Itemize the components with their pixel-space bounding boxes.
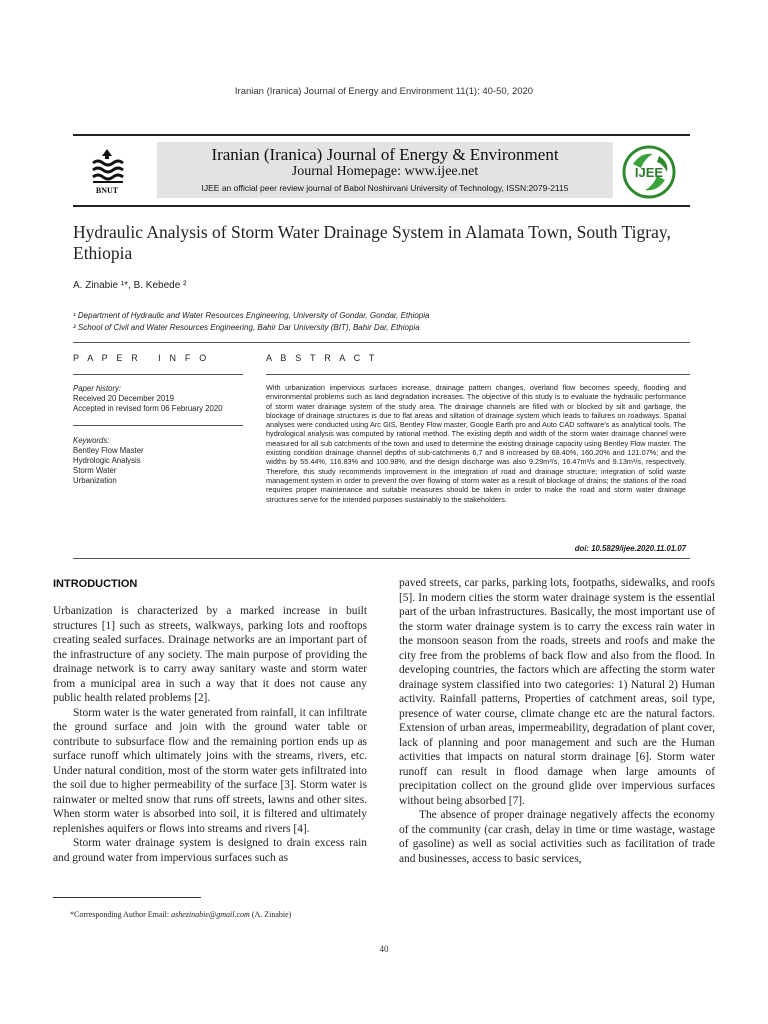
ijee-logo [619, 144, 679, 200]
keyword: Urbanization [73, 476, 117, 485]
affiliation-2: ² School of Civil and Water Resources Engineering, Bahir Dar University (BIT), Bahir Dar, Ethiopia [73, 323, 420, 332]
paper-title: Hydraulic Analysis of Storm Water Drainage System in Alamata Town, South Tigray, Ethiopia [73, 222, 671, 263]
paragraph: Storm water drainage system is designed to drain excess rain and ground water from impervious surfaces such as [53, 837, 367, 864]
paragraph: Urbanization is characterized by a marked increase in built structures [1] such as streets, walkways, parking lots and rooftops creating sealed surfaces. Drainage networks are an important part of the infrastructure of any society. The main purpose of providing the drainage network is to carry away sanitary waste and storm water from a municipal area in such a way that it does not cause any public health related problems [2]. [53, 605, 367, 704]
intro-column-right [399, 576, 715, 866]
intro-column-left [53, 604, 367, 865]
keyword: Bentley Flow Master [73, 446, 144, 455]
footnote-suffix: (A. Zinabie) [249, 910, 292, 919]
header-top-rule [73, 134, 690, 136]
bnut-logo-text: BNUT [95, 186, 119, 195]
page-number: 40 [379, 944, 389, 954]
journal-description: IJEE an official peer review journal of Babol Noshirvani University of Technology, ISSN:2079-2115 [201, 183, 569, 193]
journal-homepage: Journal Homepage: www.ijee.net [291, 164, 479, 179]
doi-link[interactable]: doi: 10.5829/ijee.2020.11.01.07 [574, 544, 686, 553]
journal-banner [157, 142, 613, 198]
abstract-bottom-rule [73, 558, 690, 559]
footnote-prefix: *Corresponding Author Email: [70, 910, 172, 919]
abstract-heading: A B S T R A C T [266, 353, 378, 363]
paper-info-rule [73, 374, 243, 375]
journal-title: Iranian (Iranica) Journal of Energy & Environment [211, 145, 559, 164]
paper-history-label: Paper history: [73, 384, 122, 393]
abstract-rule [266, 374, 690, 375]
keyword: Hydrologic Analysis [73, 456, 141, 465]
paper-info-heading: P A P E R I N F O [73, 353, 210, 363]
affiliation-rule [73, 342, 690, 343]
keywords-label: Keywords: [73, 436, 110, 445]
author-email-link[interactable]: ashezinabie@gmail.com [171, 910, 250, 919]
paper-authors: A. Zinabie ¹*, B. Kebede ² [73, 280, 187, 291]
keyword: Storm Water [73, 466, 117, 475]
received-date: Received 20 December 2019 [73, 394, 174, 403]
paragraph: The absence of proper drainage negatively affects the economy of the community (car crash, delay in time or time wastage, wastage of gasoline) as well as social activities such as facilitation of trade and businesses, access to basic services, [399, 809, 715, 865]
paragraph: Storm water is the water generated from rainfall, it can infiltrate the ground surface and join with the ground water table or contribute to subsurface flow and the remaining portion ends up as surface runoff which ultimately joins with the streams, rivers, etc. Under natural condition, most of the storm water gets infiltrated into the soil due to higher permeability of the surface [3]. Storm water is rainwater or melted snow that runs off streets, lawns and other sites. When storm water is absorbed into soil, it is filtered and ultimately replenishes aquifers or flows into streams and rivers [4]. [53, 706, 367, 835]
introduction-heading: INTRODUCTION [53, 578, 138, 590]
abstract-text: With urbanization impervious surfaces increase, drainage pattern changes, overland flow becomes speedy, flooding and environmental problems such as land degradation increases. The objective of this study is to evaluate the hydraulic performance of storm water drainage system of the study area. The drainage channels are filled with or blocked by silt and garbage, the blockage of drainage structures is due to flat areas and siltation of drainage system which leads to failures on roadways. Spatial analyses were conducted using Arc GIS, Bentley Flow master, Google Earth pro and Auto CAD software's as analytical tools. The hydrological analysis was computed by rational method. The existing depth and width of the storm water drainage channel were measured for all sub catchments of the town and used to determine the existing drainage capacity using Bentley Flow master. The existing condition drainage channel depths of sub-catchments 6,7 and 8 increased by 68.40%, 160.20% and 121.07%; and the widths by 55.44%, 116.83% and 100.98%, and the design discharge was also 9.29m³/s, 16.47m³/s and 9.13m³/s, respectively. Therefore, this study recommends improvement in the integration of road and drainage structure; integration of solid waste management system in order to prevent the over flowing of storm water as a result of blockage of drains; the stations of the road requires proper maintenance and suitable measures should be taken in order to make the road and storm water drainage structures serve for the intended purposes sustainably to the stakeholders. [266, 383, 686, 504]
paragraph: paved streets, car parks, parking lots, footpaths, sidewalks, and roofs [5]. In modern cities the storm water drainage system is the essential part of the urban infrastructures. Basically, the most important use of the storm water drainage system is to carry the excess rain water in the monsoon season from the roads, streets and roofs and make the city free from the problems of back flow and also from the flood. In developing countries, the factors which are affecting the storm water drainage system classified into two categories: 1) Natural 2) Human activity. Rainfall patterns, Properties of catchment areas, soil type, presence of water course, climate change etc are the natural factors. Extension of urban areas, impermeability, degradation of plant cover, lack of planning and poor management and such are the Human activities that impacts on natural storm drainage [6]. Storm water runoff can result in flood damage when large amounts of precipitation collect on the ground glide over impervious surfaces without being absorbed [7]. [399, 577, 715, 807]
running-head: Iranian (Iranica) Journal of Energy and Environment 11(1): 40-50, 2020 [234, 86, 534, 97]
ijee-logo-text: IJEE [634, 165, 664, 180]
accepted-date: Accepted in revised form 06 February 2020 [73, 404, 223, 413]
corresponding-author-footnote [70, 910, 291, 919]
affiliation-1: ¹ Department of Hydraulic and Water Resources Engineering, University of Gondar, Gondar, Ethiopia [73, 311, 430, 320]
header-bottom-rule [73, 205, 690, 207]
footnote-rule [53, 897, 201, 898]
keywords-rule [73, 425, 243, 426]
ijee-leaf-icon [619, 144, 679, 200]
bnut-logo [86, 147, 128, 195]
